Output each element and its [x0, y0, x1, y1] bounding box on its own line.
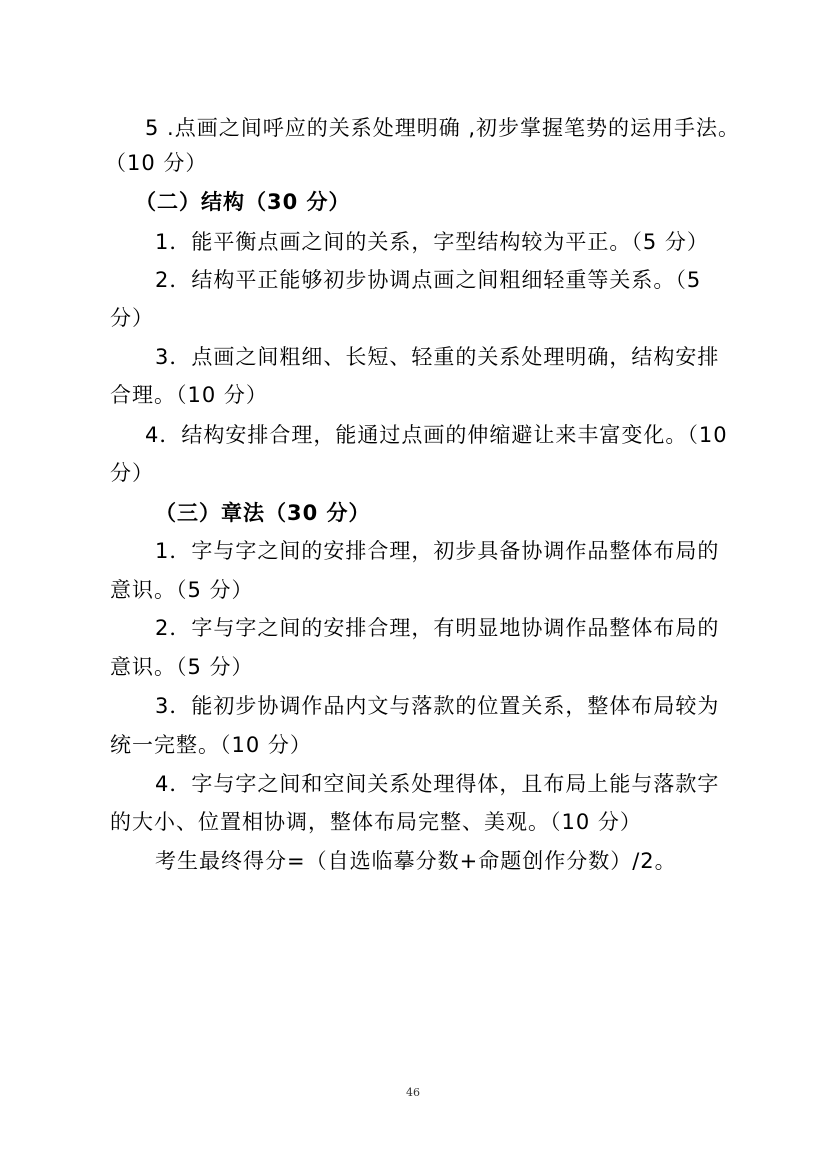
- body-text-line: 3．点画之间粗细、长短、轻重的关系处理明确，结构安排: [155, 345, 720, 369]
- body-text-line: 的大小、位置相协调，整体布局完整、美观。（10 分）: [110, 810, 642, 834]
- body-text-line: 4．结构安排合理，能通过点画的伸缩避让来丰富变化。（10: [145, 423, 728, 447]
- body-text-line: 3．能初步协调作品内文与落款的位置关系，整体布局较为: [155, 694, 720, 718]
- body-text-line: 4．字与字之间和空间关系处理得体，且布局上能与落款字: [155, 772, 720, 796]
- body-text-line: 1．能平衡点画之间的关系，字型结构较为平正。（5 分）: [155, 230, 709, 254]
- page-number: 46: [406, 1086, 420, 1099]
- body-text-line: 分）: [110, 306, 154, 330]
- body-text-line: （10 分）: [105, 151, 208, 175]
- body-text-line: 统一完整。（10 分）: [110, 733, 312, 757]
- body-text-line: 意识。（5 分）: [110, 655, 254, 679]
- section-heading-composition: （三）章法（30 分）: [155, 501, 371, 525]
- body-text-line: 5 .点画之间呼应的关系处理明确 ,初步掌握笔势的运用手法。: [145, 116, 741, 140]
- body-text-line: 意识。（5 分）: [110, 578, 254, 602]
- final-score-formula: 考生最终得分=（自选临摹分数+命题创作分数）/2。: [155, 849, 677, 873]
- body-text-line: 1．字与字之间的安排合理，初步具备协调作品整体布局的: [155, 539, 720, 563]
- body-text-line: 分）: [110, 461, 154, 485]
- body-text-line: 2．结构平正能够初步协调点画之间粗细轻重等关系。（5: [155, 268, 702, 292]
- section-heading-structure: （二）结构（30 分）: [135, 190, 351, 214]
- body-text-line: 2．字与字之间的安排合理，有明显地协调作品整体布局的: [155, 616, 720, 640]
- body-text-line: 合理。（10 分）: [110, 383, 268, 407]
